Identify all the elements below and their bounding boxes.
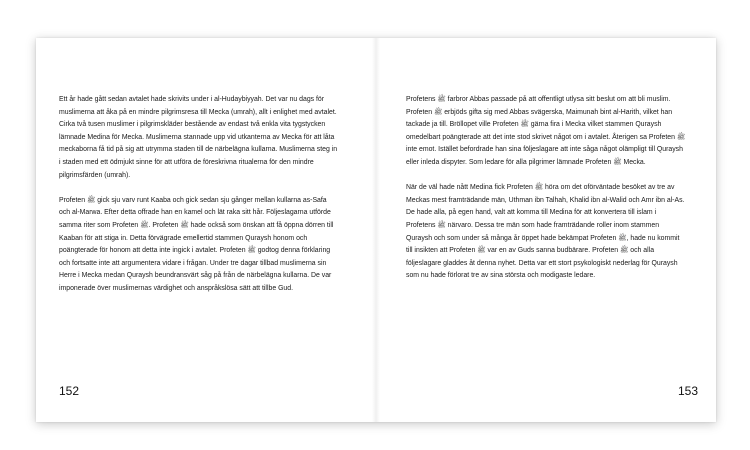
text-line: Profetens ﷺ farbror Abbas passade på att offentligt utlysa sitt beslut om att bli muslim. [406, 96, 671, 103]
text-line: imponerade över muslimernas värdighet och anspråkslösa sätt att tillbe Gud. [59, 284, 294, 292]
text-line: Meckas mest framträdande män, Uthman ibn Talhah, Khalid ibn al-Walid och Amr ibn al-As. [406, 196, 685, 204]
text-line: Ett år hade gått sedan avtalet hade skrivits under i al-Hudaybiyyah. Det var nu dags för [59, 96, 325, 103]
text-line: i staden med ett ödmjukt sinne för att utföra de föreskrivna ritualerna för den mindre [59, 158, 314, 166]
paragraph [406, 182, 685, 283]
text-line: Kaaban för att stiga in. Detta förvägrade emellertid stammen Quraysh honom och [59, 234, 308, 242]
left-page-number: 152 [59, 384, 80, 398]
text-line: De hade alla, på egen hand, valt att komma till Medina för att konvertera till islam i [406, 209, 657, 217]
text-line: och al-Marwa. Efter detta offrade han en kamel och lät raka sitt hår. Följeslagarna utförde [59, 209, 331, 217]
text-line: pilgrimsfärden (umrah). [59, 171, 131, 179]
left-page [36, 38, 376, 422]
text-line: När de väl hade nått Medina fick Profeten ﷺ höra om det oförväntade besöket av tre av [406, 184, 675, 192]
right-page-number: 153 [677, 384, 698, 398]
text-line: Profeten ﷺ gick sju varv runt Kaaba och gick sedan sju gånger mellan kullarna as-Safa [59, 196, 327, 204]
paragraph [59, 195, 335, 296]
text-line: tackade ja till. Bröllopet ville Profeten ﷺ gärna fira i Mecka vilket stammen Quraysh [406, 121, 662, 129]
paragraph [406, 94, 686, 170]
text-line: följeslagare gladdes åt denna nyhet. Detta var ett stort psykologiskt nederlag för Quraysh [406, 259, 678, 267]
book-spread [36, 38, 716, 422]
text-line: Quraysh och som under så många år öppet hade bekämpat Profeten ﷺ, hade nu kommit [406, 234, 680, 242]
right-page [376, 38, 716, 422]
right-page-text [406, 94, 686, 296]
text-line: muslimerna att åka på en mindre pilgrimsresa till Mecka (umrah), allt i enlighet med avtalet. [59, 108, 337, 116]
text-line: Profeten ﷺ erbjöds gifta sig med Abbas svägerska, Maimunah bint al-Harith, vilket han [406, 108, 673, 116]
paragraph [59, 94, 338, 182]
text-line: lämnade Medina för Mecka. Muslimerna stannade upp vid utkanterna av Mecka för att låta [59, 133, 335, 141]
text-line: Profetens ﷺ närvaro. Dessa tre män som hade framträdande roller inom stammen [406, 221, 660, 229]
text-line: samma riter som Profeten ﷺ. Profeten ﷺ hade också som önskan att få öppna dörren till [59, 221, 334, 229]
text-line: och fortsatte inte att argumentera vidare i frågan. Under tre dagar tillbad muslimerna sin [59, 259, 327, 267]
text-line: eller inleda dispyter. Som ledare för alla pilgrimer lämnade Profeten ﷺ Mecka. [406, 158, 646, 166]
text-line: meckaborna få tid på sig att utrymma staden till de närbelägna kullarna. Muslimerna steg in [59, 146, 338, 154]
text-line: Cirka två tusen muslimer i pilgrimskläder bestående av endast två enkla vita tygstycken [59, 121, 326, 129]
text-line: omedelbart poängterade att det inte stod skrivet något om i avtalet. Återigen sa Profeten ﷺ [406, 133, 686, 141]
text-line: som nu hade förlorat tre av sina största och modigaste ledare. [406, 272, 596, 280]
text-line: till insikten att Profeten ﷺ var en av Guds sanna budbärare. Profeten ﷺ och alla [406, 247, 655, 255]
text-line: poängterade för honom att detta inte ingick i avtalet. Profeten ﷺ godtog denna förklaring [59, 247, 331, 255]
left-page-text [59, 94, 338, 308]
text-line: Herre i Mecka medan Quraysh beundransvärt såg på från de närbelägna kullarna. De var [59, 272, 332, 280]
text-line: inte emot. Istället befordrade han sina följeslagare att inte såga något olämpligt till Quraysh [406, 146, 683, 154]
